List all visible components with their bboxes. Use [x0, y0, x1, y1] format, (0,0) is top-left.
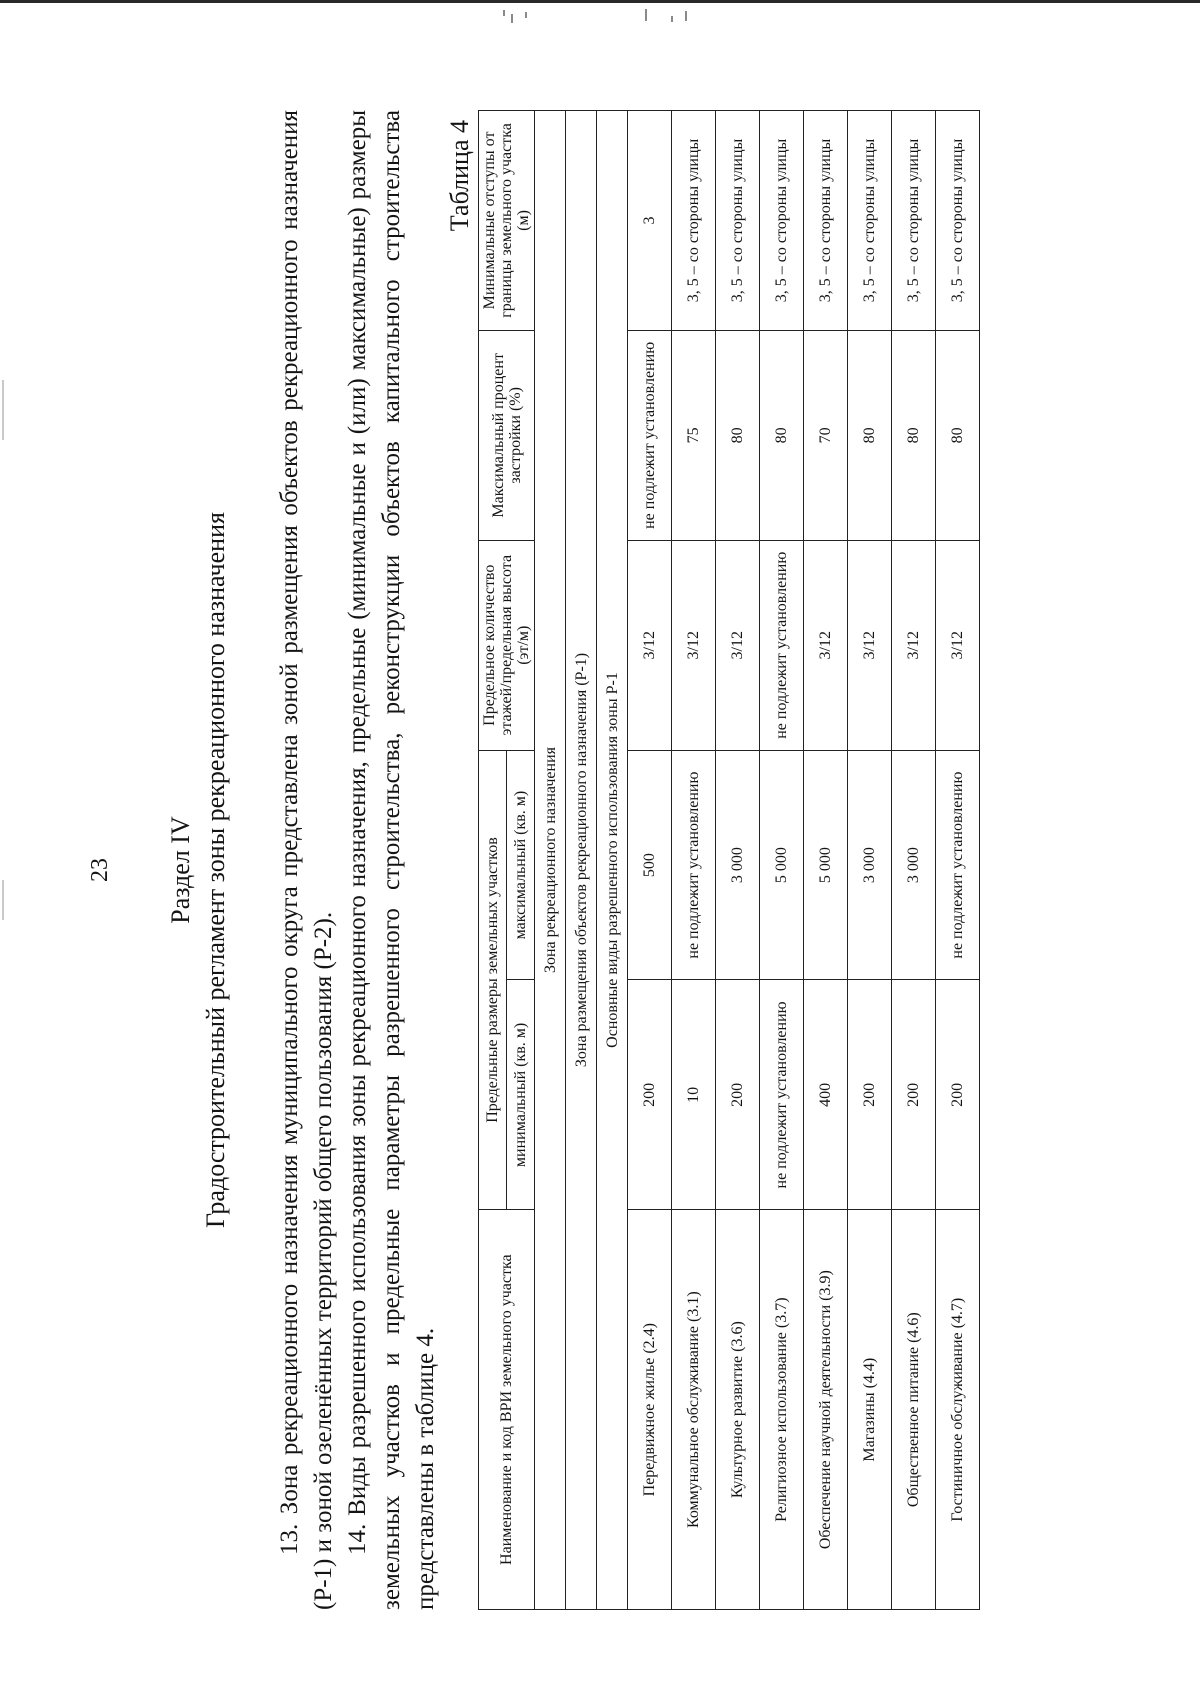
table-row	[716, 111, 760, 1610]
cell-setback: 3, 5 – со стороны улицы	[892, 111, 936, 331]
cell-setback: 3, 5 – со стороны улицы	[672, 111, 716, 331]
cell-max: 5 000	[760, 750, 804, 980]
cell-floors: 3/12	[716, 540, 760, 750]
cell-max: 500	[628, 750, 672, 980]
cell-min: 200	[892, 980, 936, 1210]
table-row	[672, 111, 716, 1610]
band-main-uses-label: Основные виды разрешенного использования зоны Р-1	[597, 111, 628, 1610]
cell-floors: 3/12	[628, 540, 672, 750]
scan-specks	[495, 6, 725, 24]
header-name: Наименование и код ВРИ земельного участка	[479, 1210, 535, 1610]
paragraph-14-text: 14. Виды разрешенного использования зоны рекреационного назначения, предельные (минимальные и (или) максимальные) размеры земельных участков и предельные параметры разрешенного строительства, реконструкции объектов капитального строительства представлены в таблице 4.	[344, 110, 439, 1610]
cell-setback: 3, 5 – со стороны улицы	[936, 111, 980, 331]
cell-coverage: 80	[936, 330, 980, 540]
cell-setback: 3, 5 – со стороны улицы	[716, 111, 760, 331]
cell-name: Коммунальное обслуживание (3.1)	[672, 1210, 716, 1610]
cell-max: 5 000	[804, 750, 848, 980]
header-floors: Предельное количество этажей/предельная высота (эт/м)	[479, 540, 535, 750]
cell-min: 400	[804, 980, 848, 1210]
page-number: 23	[87, 858, 113, 882]
cell-coverage: 80	[848, 330, 892, 540]
cell-floors: 3/12	[892, 540, 936, 750]
table-row	[892, 111, 936, 1610]
band-subzone-label: Зона размещения объектов рекреационного назначения (Р-1)	[566, 111, 597, 1610]
cell-min: 200	[716, 980, 760, 1210]
table-row	[848, 111, 892, 1610]
cell-setback: 3	[628, 111, 672, 331]
cell-coverage: 75	[672, 330, 716, 540]
table-band-zone	[535, 111, 566, 1610]
cell-min: 200	[848, 980, 892, 1210]
cell-min: 10	[672, 980, 716, 1210]
paragraph-13	[273, 110, 341, 1610]
header-coverage: Максимальный процент застройки (%)	[479, 330, 535, 540]
cell-min: 200	[936, 980, 980, 1210]
header-setback: Минимальные отступы от границы земельного участка (м)	[479, 111, 535, 331]
rotated-page	[45, 60, 1165, 1680]
scan-edge-mark	[2, 880, 4, 920]
cell-setback: 3, 5 – со стороны улицы	[804, 111, 848, 331]
cell-floors: 3/12	[804, 540, 848, 750]
paragraph-13-text: 13. Зона рекреационного назначения муниципального округа представлена зоной размещения объектов рекреационного назначения (Р-1) и зоной озеленённых территорий общего пользования (Р-2).	[276, 110, 337, 1610]
cell-setback: 3, 5 – со стороны улицы	[848, 111, 892, 331]
header-max-area: максимальный (кв. м)	[507, 750, 535, 980]
cell-max: не подлежит установлению	[672, 750, 716, 980]
cell-coverage: не подлежит установлению	[628, 330, 672, 540]
table-caption: Таблица 4	[445, 120, 474, 232]
cell-name: Общественное питание (4.6)	[892, 1210, 936, 1610]
cell-setback: 3, 5 – со стороны улицы	[760, 111, 804, 331]
cell-max: 3 000	[892, 750, 936, 980]
cell-max: 3 000	[716, 750, 760, 980]
cell-name: Религиозное использование (3.7)	[760, 1210, 804, 1610]
cell-name: Культурное развитие (3.6)	[716, 1210, 760, 1610]
cell-coverage: 80	[760, 330, 804, 540]
cell-floors: 3/12	[848, 540, 892, 750]
table-row	[760, 111, 804, 1610]
section-title: Градостроительный регламент зоны рекреационного назначения	[201, 512, 230, 1228]
section-heading: Раздел IV	[166, 816, 195, 924]
cell-max: не подлежит установлению	[936, 750, 980, 980]
cell-min: 200	[628, 980, 672, 1210]
table-band-subzone	[566, 111, 597, 1610]
cell-name: Гостиничное обслуживание (4.7)	[936, 1210, 980, 1610]
cell-min: не подлежит установлению	[760, 980, 804, 1210]
cell-name: Магазины (4.4)	[848, 1210, 892, 1610]
table-row	[628, 111, 672, 1610]
scan-edge-mark	[2, 380, 4, 440]
header-sizes-group: Предельные размеры земельных участков	[479, 750, 507, 1210]
regulation-table	[478, 110, 980, 1610]
cell-floors: 3/12	[936, 540, 980, 750]
table-header-row	[479, 111, 507, 1610]
cell-name: Передвижное жилье (2.4)	[628, 1210, 672, 1610]
paragraph-14	[341, 110, 443, 1610]
table-row	[804, 111, 848, 1610]
cell-coverage: 80	[716, 330, 760, 540]
cell-coverage: 70	[804, 330, 848, 540]
cell-floors: не подлежит установлению	[760, 540, 804, 750]
cell-coverage: 80	[892, 330, 936, 540]
table-row	[936, 111, 980, 1610]
cell-floors: 3/12	[672, 540, 716, 750]
table-band-main-uses	[597, 111, 628, 1610]
scan-top-border	[0, 0, 1200, 3]
header-min-area: минимальный (кв. м)	[507, 980, 535, 1210]
cell-name: Обеспечение научной деятельности (3.9)	[804, 1210, 848, 1610]
cell-max: 3 000	[848, 750, 892, 980]
band-zone-label: Зона рекреационного назначения	[535, 111, 566, 1610]
